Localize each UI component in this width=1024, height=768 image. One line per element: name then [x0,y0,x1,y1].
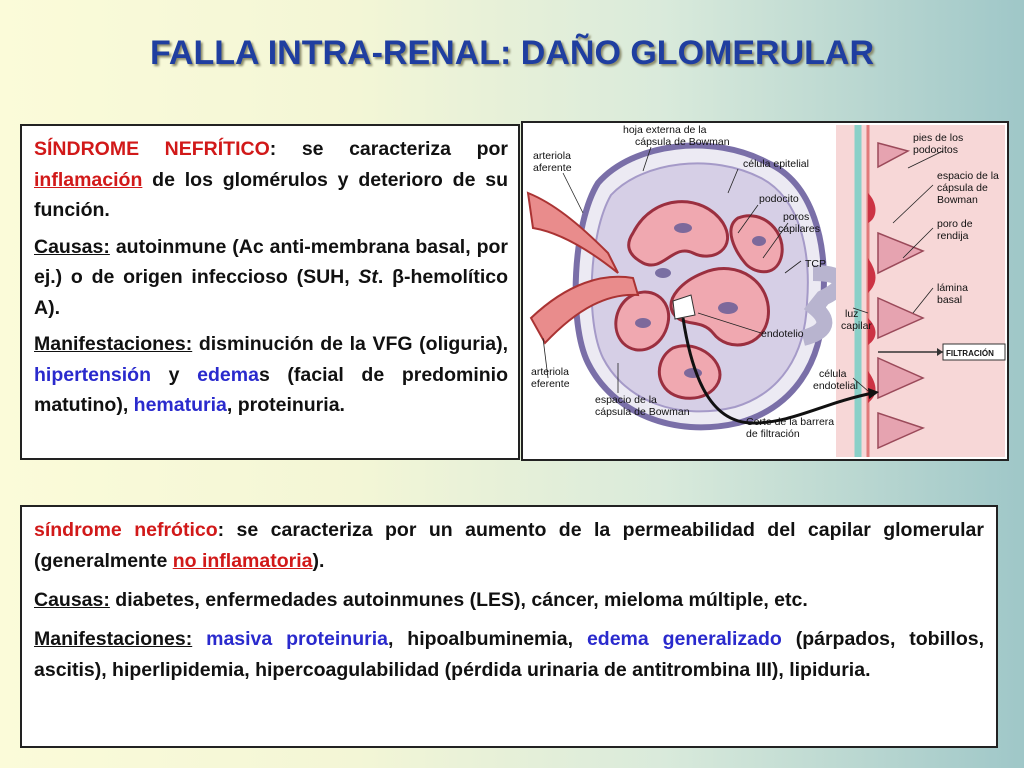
label-arteriola-aferente: aferente [533,162,572,174]
label-luz-capilar: luz [845,308,859,320]
label-celula-endotelial: endotelial [813,380,858,392]
causas-text: diabetes, enfermedades autoinmunes (LES), cáncer, mieloma múltiple, etc. [109,589,808,611]
label-lamina-basal: basal [937,294,963,306]
label-espacio-bowman: cápsula de Bowman [595,406,690,418]
nefritico-text: : se caracteriza por [269,138,508,160]
label-arteriola-aferente: arteriola [533,150,571,162]
nefrotico-text: ). [312,550,325,572]
label-podocito: podocito [759,193,799,205]
nefritico-term: SÍNDROME NEFRÍTICO [34,138,270,160]
causas-st-italic: St [358,266,378,288]
label-luz-capilar: capilar [841,320,872,332]
causas-text: autoinmune (Ac anti-membrana basal, por ej.) o de origen infeccioso (SUH, [34,235,508,288]
label-poros-capilares: poros [783,211,810,223]
manifestaciones-text: (párpados, tobillos, ascitis), hiperlipidemia, hipercoagulabilidad (pérdida urinaria de antitrombina III), lipiduria. [34,628,985,681]
label-arteriola-eferente: arteriola [531,366,569,378]
label-espacio-bowman: espacio de la [595,394,657,406]
glomerulus-illustration [521,121,1009,461]
label-filtracion: FILTRACIÓN [946,349,994,358]
label-espacio-capsula: cápsula de [937,182,988,194]
label-espacio-capsula: Bowman [937,194,978,206]
label-poro-rendija: poro de [937,218,973,230]
nefrotico-term: síndrome nefrótico [34,519,218,541]
edema-generalizado-highlight: edema generalizado [586,628,782,650]
label-celula-endotelial: célula [819,368,847,380]
nefrotico-causas [34,585,984,616]
nefrotico-textbox [20,505,998,748]
manifestaciones-text: disminución de la VFG (oliguria), [192,333,508,355]
nefrotico-text: : se caracteriza por un aumento de la permeabilidad del capilar glomerular (generalmente [34,519,984,572]
causas-label: Causas: [34,235,110,258]
manifestaciones-text: y [151,363,198,386]
nefritico-causas [34,232,508,324]
nefrotico-manifestaciones [34,624,984,686]
causas-text: . β-hemolítico A). [34,266,508,319]
nefritico-textbox [20,124,520,460]
nefritico-definition [34,134,508,226]
label-poros-capilares: capilares [778,223,821,235]
manifestaciones-label: Manifestaciones: [34,333,193,355]
label-corte-barrera: de filtración [746,428,800,440]
label-corte-barrera: Corte de la barrera [746,416,835,428]
label-pies-podocitos: pies de los [913,132,964,144]
edema-highlight: edema [197,363,259,386]
label-hoja-externa: hoja externa de la [623,124,707,136]
label-pies-podocitos: podocitos [913,144,958,156]
label-endotelio: endotelio [761,328,804,340]
manifestaciones-label: Manifestaciones: [34,628,193,650]
page-title: FALLA INTRA-RENAL: DAÑO GLOMERULAR [150,34,874,72]
hipertension-highlight: hipertensión [34,363,152,386]
causas-label: Causas: [34,589,110,611]
masiva-proteinuria-highlight: masiva proteinuria [206,628,388,650]
manifestaciones-text: (facial de predominio matutino), [34,363,508,416]
label-arteriola-eferente: eferente [531,378,570,390]
nefritico-text: de los glomérulos y deterioro de su función. [34,168,508,221]
label-celula-epitelial: célula epitelial [743,158,809,170]
hematuria-highlight: hematuria [133,394,227,416]
manifestaciones-text: , proteinuria. [226,394,345,416]
nefrotico-definition [34,515,984,577]
label-poro-rendija: rendija [937,230,969,242]
label-lamina-basal: lámina [937,282,968,294]
label-espacio-capsula: espacio de la [937,170,999,182]
nefritico-manifestaciones [34,329,508,421]
inflamacion-highlight: inflamación [34,168,143,191]
manifestaciones-text: , hipoalbuminemia, [387,628,587,650]
manifestaciones-text: s [258,363,270,386]
label-hoja-externa: cápsula de Bowman [635,136,730,148]
no-inflamatoria-highlight: no inflamatoria [172,550,313,572]
label-tcp: TCP [805,258,826,270]
